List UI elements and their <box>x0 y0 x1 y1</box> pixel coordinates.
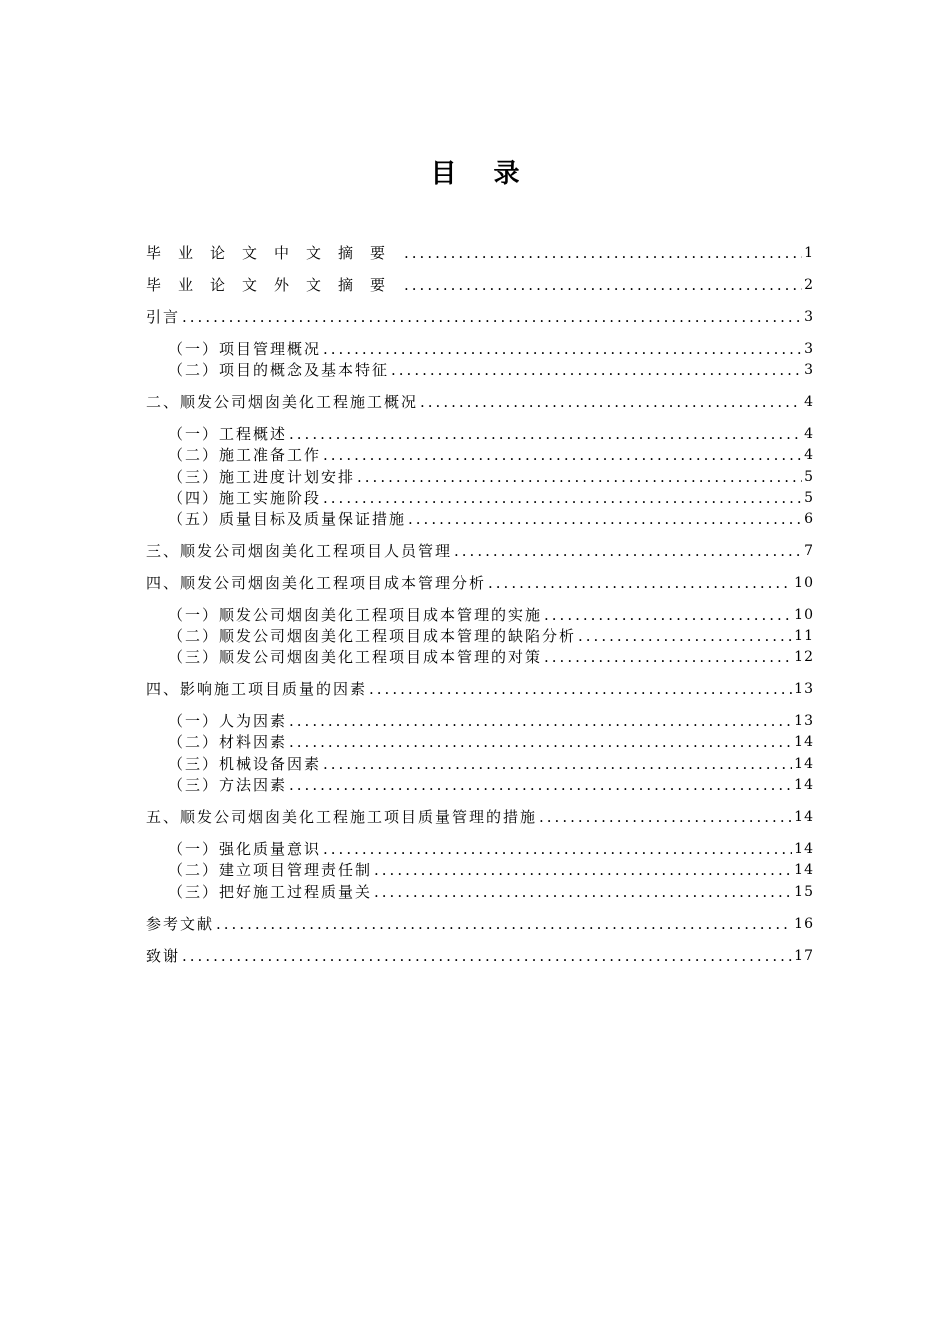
toc-leader-dots <box>289 774 792 796</box>
toc-entry[interactable] <box>168 646 814 668</box>
toc-leader-dots <box>578 625 792 647</box>
toc-leader-dots <box>488 572 792 594</box>
toc-entry-page: 7 <box>804 543 814 559</box>
toc-entry-page: 2 <box>804 277 814 293</box>
toc-entry-page: 12 <box>794 649 814 665</box>
toc-entry-page: 14 <box>794 756 814 772</box>
toc-entry-label: 三、顺发公司烟囱美化工程项目人员管理 <box>146 542 453 560</box>
toc-leader-dots <box>323 753 792 775</box>
toc-entry[interactable] <box>168 859 814 881</box>
toc-entry-page: 3 <box>804 309 814 325</box>
toc-entry-label: 五、顺发公司烟囱美化工程施工项目质量管理的措施 <box>146 808 538 826</box>
toc-entry[interactable] <box>146 572 814 594</box>
toc-leader-dots <box>323 838 792 860</box>
toc-leader-dots <box>216 913 792 935</box>
toc-leader-dots <box>289 710 792 732</box>
toc-entry[interactable] <box>168 359 814 381</box>
toc-entry[interactable] <box>146 678 814 700</box>
toc-entry-label: （二）材料因素 <box>168 733 288 751</box>
toc-leader-dots <box>391 359 802 381</box>
toc-entry[interactable] <box>168 508 814 530</box>
toc-entry[interactable] <box>168 466 814 488</box>
toc-entry[interactable] <box>168 444 814 466</box>
toc-leader-dots <box>544 646 792 668</box>
toc-entry[interactable] <box>168 710 814 732</box>
toc-entry[interactable] <box>146 242 814 264</box>
toc-entry-page: 6 <box>804 511 814 527</box>
toc-entry-label: （一）人为因素 <box>168 712 288 730</box>
toc-entry-label: （三）机械设备因素 <box>168 755 322 773</box>
toc-entry-page: 4 <box>804 447 814 463</box>
toc-entry[interactable] <box>146 306 814 328</box>
toc-entry-label: 毕业论文中文摘要 <box>146 244 403 262</box>
toc-entry[interactable] <box>146 945 814 967</box>
toc-entry[interactable] <box>146 274 814 296</box>
toc-entry-page: 3 <box>804 341 814 357</box>
toc-entry-label: 毕业论文外文摘要 <box>146 276 403 294</box>
toc-entry[interactable] <box>168 625 814 647</box>
toc-entry-page: 14 <box>794 734 814 750</box>
toc-title: 目 录 <box>430 159 534 189</box>
toc-entry[interactable] <box>168 423 814 445</box>
toc-entry[interactable] <box>146 806 814 828</box>
toc-entry[interactable] <box>168 838 814 860</box>
toc-entry[interactable] <box>146 391 814 413</box>
toc-entry-page: 16 <box>794 916 814 932</box>
toc-entry-label: 参考文献 <box>146 915 215 933</box>
toc-entry[interactable] <box>168 774 814 796</box>
toc-entry[interactable] <box>168 731 814 753</box>
toc-entry-label: 二、顺发公司烟囱美化工程施工概况 <box>146 393 419 411</box>
toc-entry-label: （二）顺发公司烟囱美化工程项目成本管理的缺陷分析 <box>168 627 577 645</box>
toc-entry[interactable] <box>168 753 814 775</box>
toc-entry-page: 4 <box>804 394 814 410</box>
toc-entry-page: 14 <box>794 862 814 878</box>
toc-leader-dots <box>454 540 802 562</box>
toc-entry-page: 13 <box>794 681 814 697</box>
toc-entry-label: 四、影响施工项目质量的因素 <box>146 680 368 698</box>
toc-entry-page: 5 <box>804 490 814 506</box>
toc-entry-label: （一）工程概述 <box>168 425 288 443</box>
toc-entry-page: 10 <box>794 607 814 623</box>
toc-leader-dots <box>369 678 792 700</box>
toc-entry-page: 10 <box>794 575 814 591</box>
toc-entry-label: 引言 <box>146 308 181 326</box>
toc-entry[interactable] <box>168 487 814 509</box>
toc-leader-dots <box>182 945 792 967</box>
toc-leader-dots <box>404 274 802 296</box>
toc-entry[interactable] <box>146 540 814 562</box>
toc-leader-dots <box>374 881 792 903</box>
toc-entry[interactable] <box>168 604 814 626</box>
toc-leader-dots <box>357 466 802 488</box>
toc-leader-dots <box>323 444 802 466</box>
toc-entry-page: 17 <box>794 948 814 964</box>
toc-leader-dots <box>323 338 802 360</box>
toc-entry-page: 14 <box>794 777 814 793</box>
toc-entry-label: （一）顺发公司烟囱美化工程项目成本管理的实施 <box>168 606 543 624</box>
toc-entry-label: （三）顺发公司烟囱美化工程项目成本管理的对策 <box>168 648 543 666</box>
toc-leader-dots <box>420 391 802 413</box>
toc-leader-dots <box>539 806 792 828</box>
toc-entry-label: （一）项目管理概况 <box>168 340 322 358</box>
toc-leader-dots <box>323 487 802 509</box>
toc-entry-label: （一）强化质量意识 <box>168 840 322 858</box>
toc-entry-label: （三）把好施工过程质量关 <box>168 883 373 901</box>
toc-entry-label: （四）施工实施阶段 <box>168 489 322 507</box>
toc-entry-page: 3 <box>804 362 814 378</box>
toc-entry-label: 四、顺发公司烟囱美化工程项目成本管理分析 <box>146 574 487 592</box>
toc-entry-label: （二）建立项目管理责任制 <box>168 861 373 879</box>
toc-entry-label: （五）质量目标及质量保证措施 <box>168 510 407 528</box>
toc-leader-dots <box>289 423 802 445</box>
toc-entry-label: （二）施工准备工作 <box>168 446 322 464</box>
toc-leader-dots <box>374 859 792 881</box>
toc-entry-label: （三）施工进度计划安排 <box>168 468 356 486</box>
toc-entry-page: 13 <box>794 713 814 729</box>
toc-leader-dots <box>404 242 802 264</box>
toc-entry-page: 11 <box>794 628 814 644</box>
toc-entry-page: 14 <box>794 841 814 857</box>
toc-entry[interactable] <box>146 913 814 935</box>
toc-entry-label: 致谢 <box>146 947 181 965</box>
toc-leader-dots <box>289 731 792 753</box>
toc-leader-dots <box>182 306 802 328</box>
toc-entry-page: 1 <box>804 245 814 261</box>
toc-entry-label: （三）方法因素 <box>168 776 288 794</box>
toc-entry-page: 14 <box>794 809 814 825</box>
toc-entry-label: （二）项目的概念及基本特征 <box>168 361 390 379</box>
toc-entry-page: 4 <box>804 426 814 442</box>
toc-entry[interactable] <box>168 881 814 903</box>
toc-leader-dots <box>544 604 792 626</box>
toc-entry[interactable] <box>168 338 814 360</box>
toc-leader-dots <box>408 508 802 530</box>
toc-entry-page: 5 <box>804 469 814 485</box>
toc-entry-page: 15 <box>794 884 814 900</box>
